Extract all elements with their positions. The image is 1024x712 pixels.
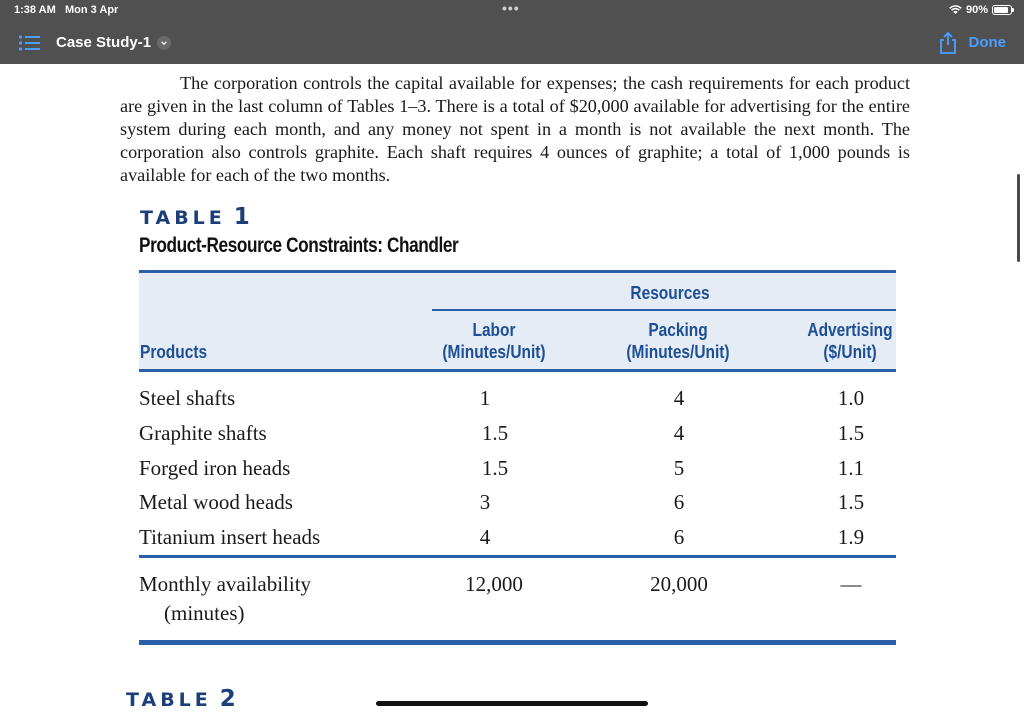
advertising-header-line1: Advertising <box>807 320 893 340</box>
battery-percent: 90% <box>965 4 988 16</box>
table-bottom-rule <box>139 640 896 645</box>
packing-cell: 6 <box>673 490 685 514</box>
done-button[interactable]: Done <box>968 34 1006 51</box>
table-1-caption: Product-Resource Constraints: Chandler <box>139 234 459 257</box>
advertising-cell: 1.5 <box>837 490 865 514</box>
product-cell: Titanium insert heads <box>139 525 321 549</box>
multitasking-dots[interactable]: ••• <box>502 0 520 16</box>
share-icon[interactable] <box>938 32 958 54</box>
advertising-cell: 1.9 <box>837 525 865 549</box>
table-body-rule <box>139 555 896 558</box>
products-header: Products <box>140 342 208 362</box>
document-page[interactable] <box>0 64 1024 712</box>
scroll-indicator[interactable] <box>1017 174 1020 262</box>
chevron-down-icon <box>157 36 171 50</box>
packing-header-line2: (Minutes/Unit) <box>626 342 730 362</box>
labor-header-line2: (Minutes/Unit) <box>442 342 546 362</box>
battery-icon <box>992 5 1012 15</box>
advertising-cell: 1.5 <box>837 421 865 445</box>
labor-cell: 1 <box>479 386 491 410</box>
availability-unit: (minutes) <box>164 601 245 625</box>
advertising-availability: — <box>840 572 862 596</box>
labor-cell: 1.5 <box>481 456 509 480</box>
home-indicator[interactable] <box>376 701 648 706</box>
table-2-label: TABLE 2 <box>126 686 236 712</box>
resources-header: Resources <box>630 283 710 303</box>
packing-cell: 5 <box>673 456 685 480</box>
labor-cell: 4 <box>479 525 491 549</box>
nav-bar <box>0 22 1024 64</box>
product-cell: Steel shafts <box>139 386 236 410</box>
labor-availability: 12,000 <box>465 572 523 596</box>
product-cell: Graphite shafts <box>139 421 267 445</box>
wifi-icon <box>949 5 962 15</box>
resources-underline <box>432 309 896 311</box>
availability-label: Monthly availability <box>139 572 312 596</box>
status-bar <box>0 0 1024 22</box>
table-1-label: TABLE 1 <box>140 204 250 230</box>
status-right <box>949 4 1012 16</box>
table-header-rule <box>139 369 896 372</box>
labor-cell: 3 <box>479 490 491 514</box>
packing-availability: 20,000 <box>650 572 708 596</box>
product-cell: Forged iron heads <box>139 456 291 480</box>
advertising-cell: 1.0 <box>837 386 865 410</box>
advertising-cell: 1.1 <box>837 456 865 480</box>
product-cell: Metal wood heads <box>139 490 293 514</box>
labor-header-line1: Labor <box>472 320 516 340</box>
packing-cell: 4 <box>673 386 685 410</box>
list-icon[interactable] <box>18 34 40 52</box>
packing-header-line1: Packing <box>648 320 708 340</box>
status-date: Mon 3 Apr <box>64 4 119 16</box>
labor-cell: 1.5 <box>481 421 509 445</box>
document-title: Case Study-1 <box>56 34 152 51</box>
packing-cell: 6 <box>673 525 685 549</box>
status-time: 1:38 AM Mon 3 Apr <box>14 4 119 16</box>
document-title-button[interactable] <box>56 34 171 51</box>
packing-cell: 4 <box>673 421 685 445</box>
body-paragraph: The corporation controls the capital available for expenses; the cash requirements for each product are given in the last column of Tables 1–3. There is a total of $20,000 available for advertising for the entire system during each month, and any money not spent in a month is not available the next month. The corporation also controls graphite. Each shaft requires 4 ounces of graphite; a total of 1,000 pounds is available for each of the two months. <box>120 73 910 185</box>
advertising-header-line2: ($/Unit) <box>823 342 877 362</box>
